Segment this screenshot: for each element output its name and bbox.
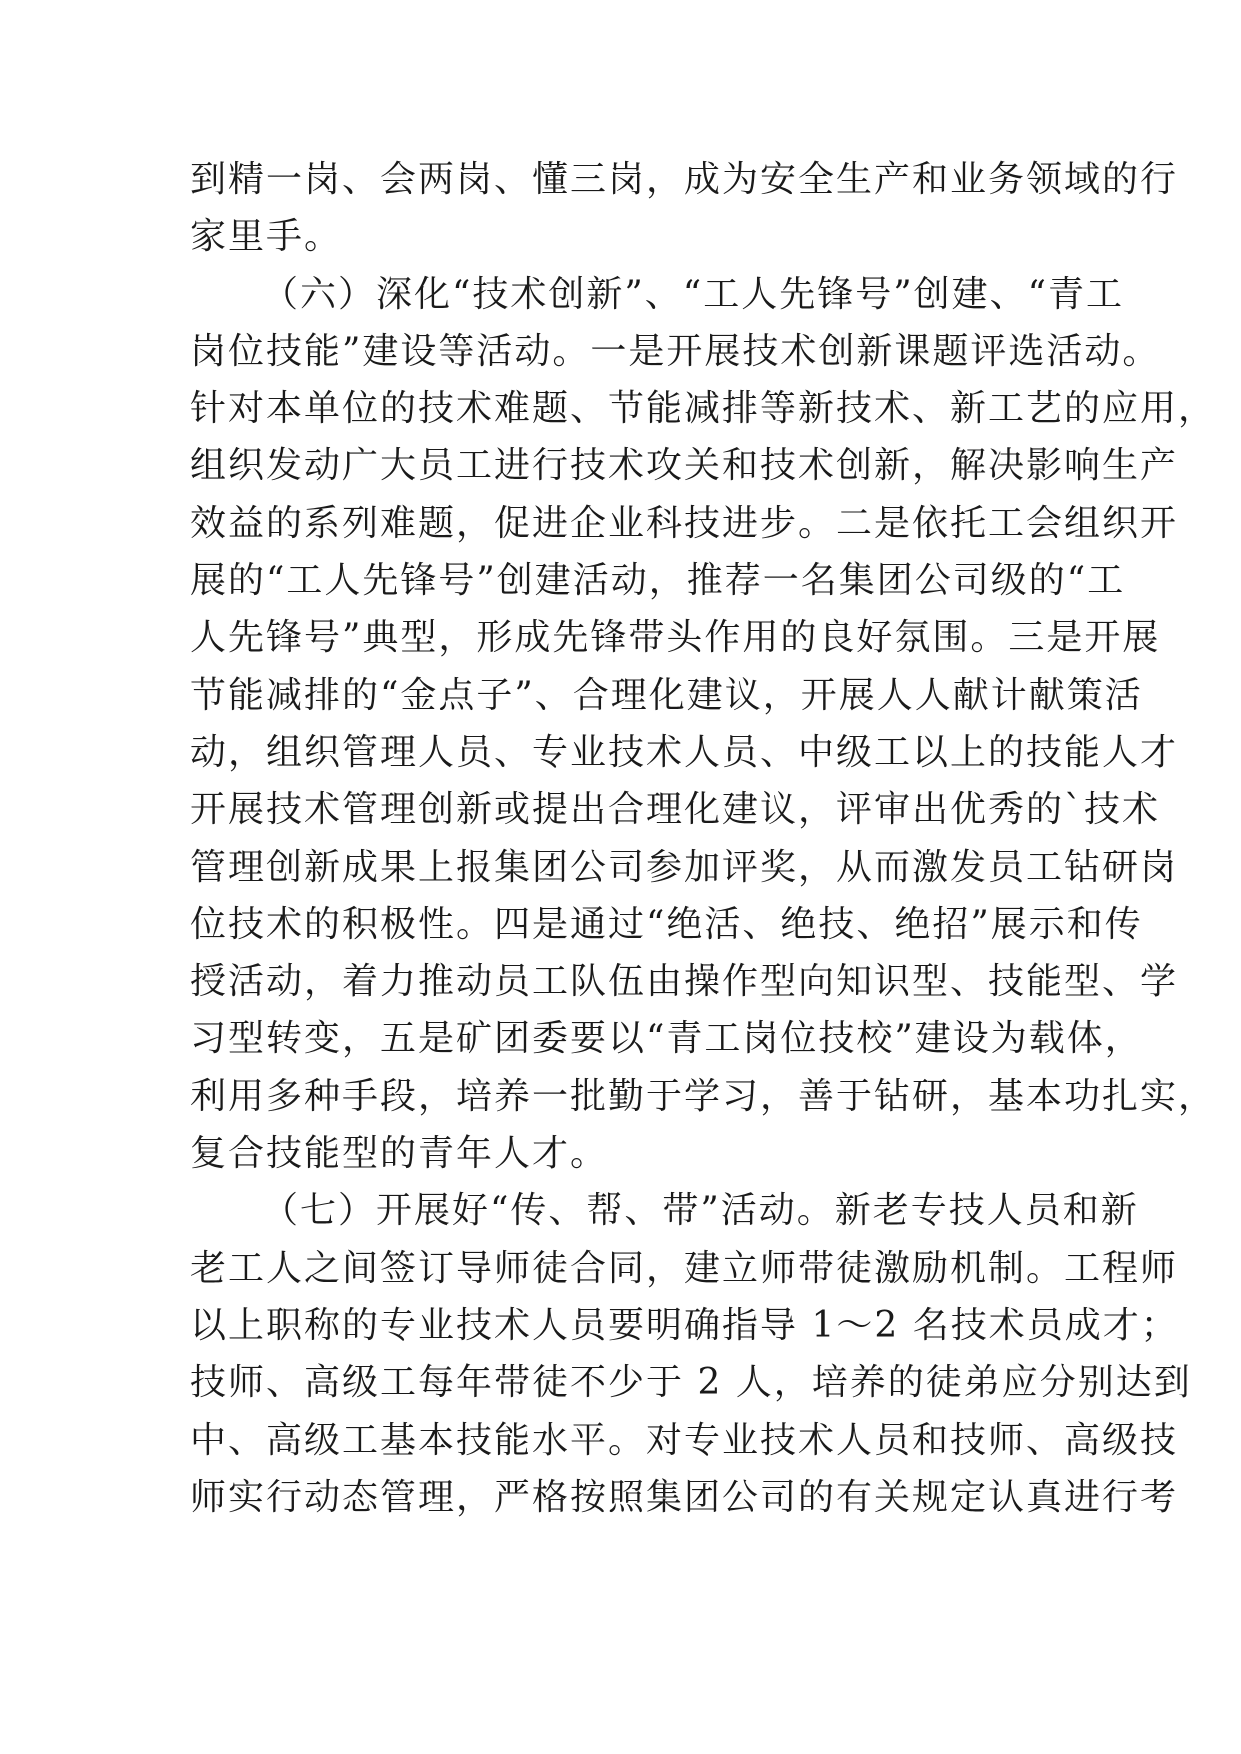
text-line: 技师、高级工每年带徒不少于 2 人，培养的徒弟应分别达到 — [190, 1362, 1192, 1404]
text-line: 开展技术管理创新或提出合理化建议，评审出优秀的`技术 — [190, 789, 1161, 831]
document-body — [190, 151, 1217, 1526]
text-line: 师实行动态管理，严格按照集团公司的有关规定认真进行考 — [190, 1476, 1179, 1518]
text-line: 利用多种手段，培养一批勤于学习，善于钻研，基本功扎实， — [190, 1075, 1217, 1117]
text-line: 展的“工人先锋号”创建活动，推荐一名集团公司级的“工 — [190, 560, 1126, 602]
text-line: 习型转变，五是矿团委要以“青工岗位技校”建设为载体， — [190, 1018, 1143, 1060]
text-line: 中、高级工基本技能水平。对专业技术人员和技师、高级技 — [190, 1419, 1179, 1461]
text-line: 针对本单位的技术难题、节能减排等新技术、新工艺的应用， — [190, 388, 1217, 430]
text-line: 复合技能型的青年人才。 — [190, 1133, 609, 1175]
text-line: 组织发动广大员工进行技术攻关和技术创新，解决影响生产 — [190, 445, 1179, 487]
text-line: 授活动，着力推动员工队伍由操作型向知识型、技能型、学 — [190, 961, 1179, 1003]
paragraph-heading-line: （七）开展好“传、帮、带”活动。新老专技人员和新 — [262, 1190, 1139, 1232]
text-line: 位技术的积极性。四是通过“绝活、绝技、绝招”展示和传 — [190, 903, 1143, 945]
text-line: 节能减排的“金点子”、合理化建议，开展人人献计献策活 — [190, 674, 1143, 716]
text-line: 人先锋号”典型，形成先锋带头作用的良好氛围。三是开展 — [190, 617, 1161, 659]
text-line: 管理创新成果上报集团公司参加评奖，从而激发员工钻研岗 — [190, 846, 1179, 888]
text-line: 岗位技能”建设等活动。一是开展技术创新课题评选活动。 — [190, 330, 1161, 372]
text-line: 到精一岗、会两岗、懂三岗，成为安全生产和业务领域的行 — [190, 159, 1179, 200]
text-line: 家里手。 — [190, 216, 343, 258]
text-line: 以上职称的专业技术人员要明确指导 1～2 名技术员成才； — [190, 1304, 1179, 1346]
paragraph-heading-line: （六）深化“技术创新”、“工人先锋号”创建、“青工 — [262, 273, 1125, 315]
text-line: 动，组织管理人员、专业技术人员、中级工以上的技能人才 — [190, 731, 1179, 773]
text-line: 老工人之间签订导师徒合同，建立师带徒激励机制。工程师 — [190, 1247, 1179, 1289]
text-line: 效益的系列难题，促进企业科技进步。二是依托工会组织开 — [190, 502, 1179, 544]
